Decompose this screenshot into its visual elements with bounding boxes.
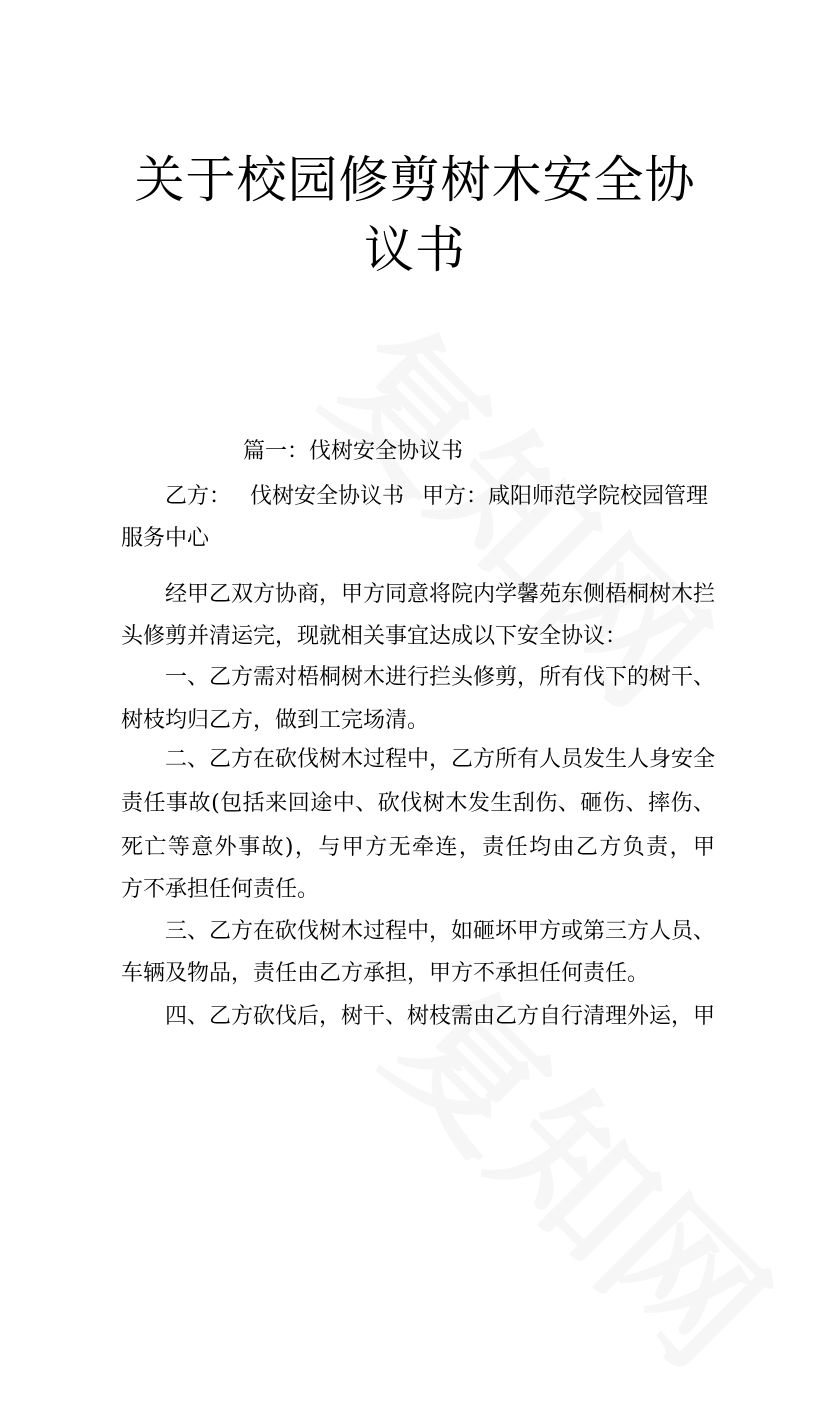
paragraph-line: 经甲乙双方协商，甲方同意将院内学馨苑东侧梧桐树木拦	[165, 582, 716, 607]
section-heading: 篇一：伐树安全协议书	[243, 439, 464, 464]
party-b-label: 乙方：	[165, 484, 232, 509]
paragraph-line: 责任事故(包括来回途中、砍伐树木发生刮伤、砸伤、摔伤、	[121, 791, 715, 816]
paragraph-line: 死亡等意外事故)，与甲方无牵连，责任均由乙方负责，甲	[121, 835, 715, 860]
paragraph-line: 一、乙方需对梧桐树木进行拦头修剪，所有伐下的树干、	[165, 665, 716, 690]
paragraph-line: 二、乙方在砍伐树木过程中，乙方所有人员发生人身安全	[165, 747, 716, 772]
paragraph-line: 方不承担任何责任。	[121, 877, 320, 902]
party-a-text: 甲方：咸阳师范学院校园管理	[422, 484, 709, 509]
paragraph-line: 头修剪并清运完，现就相关事宜达成以下安全协议：	[121, 624, 628, 649]
paragraph-line: 三、乙方在砍伐树木过程中，如砸坏甲方或第三方人员、	[165, 919, 716, 944]
paragraph-line: 四、乙方砍伐后，树干、树枝需由乙方自行清理外运，甲	[165, 1004, 716, 1029]
paragraph-line: 车辆及物品，责任由乙方承担，甲方不承担任何责任。	[121, 961, 650, 986]
document-title-line-1: 关于校园修剪树木安全协	[134, 151, 696, 209]
document-title-line-2: 议书	[364, 221, 466, 279]
party-a-continuation: 服务中心	[121, 526, 210, 551]
party-b-text: 伐树安全协议书	[250, 484, 405, 509]
paragraph-line: 树枝均归乙方，做到工完场清。	[121, 708, 430, 733]
